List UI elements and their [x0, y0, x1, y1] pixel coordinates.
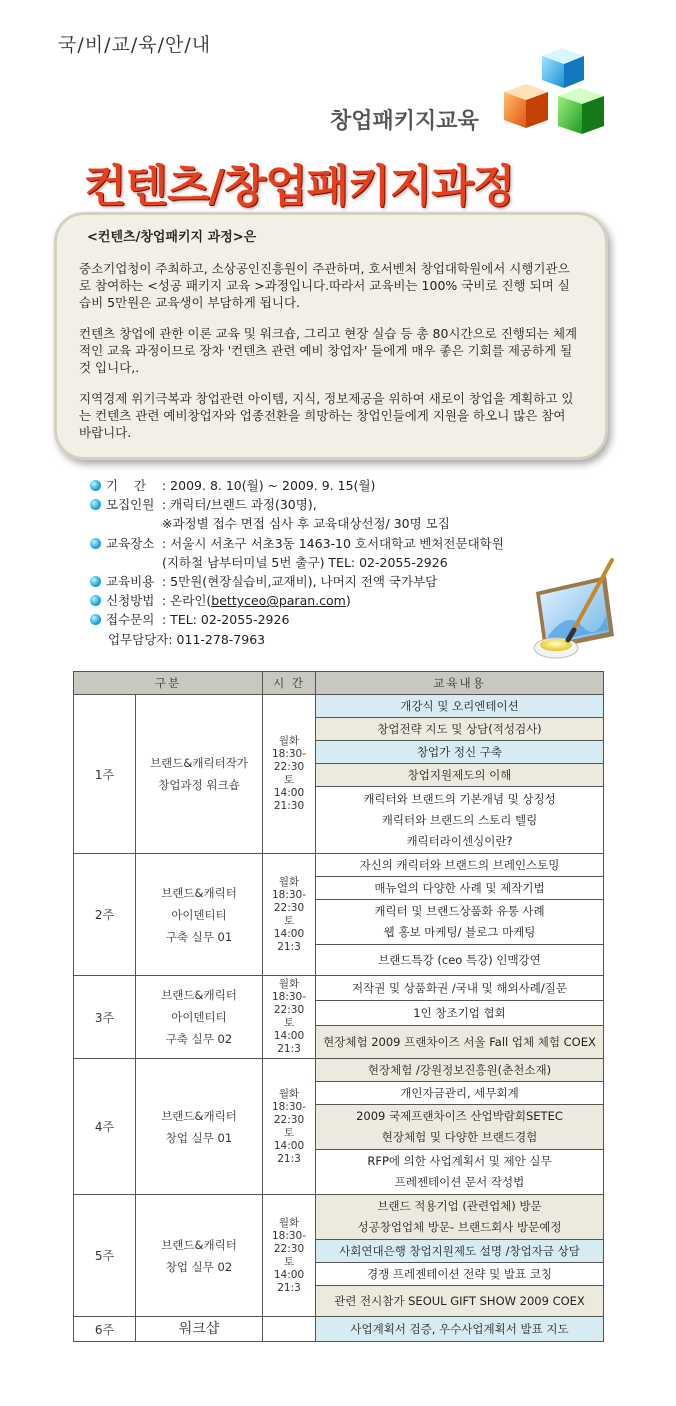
time-cell: [263, 1059, 316, 1195]
contents-cell: [316, 695, 604, 854]
time-line: 21:3: [277, 1281, 301, 1294]
table-row: [74, 1317, 604, 1342]
content-line: 자신의 캐릭터와 브랜드의 브레인스토밍: [359, 857, 560, 872]
content-item: [316, 1026, 603, 1058]
info-label: 신청방법: [106, 593, 155, 609]
intro-title: <컨텐츠/창업패키지 과정>은: [87, 230, 257, 245]
page-title: 컨텐츠/창업패키지과정: [84, 161, 515, 212]
content-text: [367, 1264, 552, 1285]
content-line: 캐릭터와 브랜드의 기본개념 및 상징성: [363, 791, 556, 806]
time-cell: [263, 976, 316, 1059]
topic-line: 브랜드&캐릭터: [161, 1108, 237, 1123]
info-value: ): [345, 593, 351, 609]
content-line: 현장체험 /강원정보진흥원(춘천소재): [367, 1062, 552, 1077]
intro-box: [54, 212, 608, 460]
intro-paragraph-2: 컨텐츠 창업에 관한 이론 교육 및 워크숍, 그리고 현장 실습 등 총 80시간으로 진행되는 체계적인 교육 과정이므로 장차 '컨텐츠 관련 예비 창업자' 들에게 매우 좋은 기회를 제공하게 될 것 입니다,.: [79, 326, 578, 375]
cubes-logo-icon: [500, 48, 612, 140]
info-value: : 2009. 8. 10(월) ~ 2009. 9. 15(월): [162, 478, 376, 493]
info-label: 기 간: [106, 478, 147, 493]
content-text: [358, 1196, 562, 1238]
time-line: 14:00: [273, 1139, 305, 1152]
contents-cell: [316, 1195, 604, 1317]
info-value: : 온라인(: [162, 593, 212, 609]
bullet-icon: [90, 576, 101, 587]
content-item: [316, 787, 603, 853]
topic-cell: [136, 695, 263, 854]
content-text: [374, 878, 544, 899]
content-text: [400, 1083, 518, 1104]
content-line: 사업계획서 검증, 우수사업계획서 발표 지도: [350, 1321, 569, 1336]
info-apply: [90, 591, 504, 610]
topic-line: 브랜드&캐릭터작가: [150, 756, 248, 770]
content-line: 웹 홍보 마케팅/ 블로그 마케팅: [383, 925, 536, 939]
content-text: [339, 1241, 580, 1262]
contents-cell: [316, 976, 604, 1059]
topic-line: 워크샵: [178, 1321, 220, 1337]
time-line: 22:30: [273, 1113, 305, 1126]
time-line: 21:3: [277, 1043, 301, 1055]
info-place-note: (지하철 남부터미널 5번 출구) TEL: 02-2055-2926: [162, 554, 448, 570]
content-line: 현장체험 2009 프랜차이즈 서울 Fall 업체 체험 COEX: [323, 1034, 596, 1049]
content-item: [316, 1286, 603, 1316]
content-item: [316, 1105, 603, 1150]
time-line: 월화: [278, 735, 300, 747]
time-line: 22:30: [273, 1004, 305, 1016]
content-item: [316, 1082, 603, 1105]
topic-line: 브랜드&캐릭터: [161, 885, 237, 900]
table-header-row: [74, 672, 604, 695]
topic-line: 창업과정 워크숍: [158, 778, 240, 792]
week-cell: 3주: [74, 976, 136, 1059]
time-cell: [263, 695, 316, 854]
info-value: : 서울시 서초구 서초3동 1463-10 호서대학교 벤처전문대학원: [162, 535, 504, 551]
time-line: 18:30-: [271, 748, 307, 760]
content-item: [316, 1059, 603, 1082]
info-period: [90, 476, 504, 495]
topic-cell: [136, 1317, 263, 1342]
time-line: 14:00: [273, 927, 305, 940]
time-line: 22:30: [273, 1242, 305, 1255]
content-item: [316, 1317, 603, 1341]
content-item: [316, 764, 603, 787]
topic-line: 구축 실무 02: [165, 1032, 233, 1046]
top-label: 국/비/교/육/안/내: [58, 34, 212, 56]
week-cell: 5주: [74, 1195, 136, 1317]
time-line: 14:00: [273, 1030, 305, 1042]
info-value: : 5만원(현장실습비,교재비), 나머지 전액 국가부담: [162, 574, 438, 590]
time-line: 토: [283, 1017, 295, 1029]
info-manager: 업무담당자: 011-278-7963: [108, 631, 266, 647]
content-line: 관련 전시참가 SEOUL GIFT SHOW 2009 COEX: [334, 1293, 585, 1308]
time-line: 14:00: [273, 787, 305, 799]
content-line: 브랜드특강 (ceo 특강) 인맥강연: [378, 952, 541, 967]
content-line: 개강식 및 오리엔테이션: [400, 698, 519, 713]
info-label: 접수문의: [106, 612, 155, 628]
content-line: 현장체험 및 다양한 브랜드경험: [381, 1130, 538, 1144]
content-text: [360, 855, 560, 876]
content-line: 2009 국제프랜차이즈 산업박람회SETEC: [356, 1109, 563, 1123]
content-item: [316, 976, 603, 1001]
content-text: [408, 765, 512, 786]
time-line: 18:30-: [271, 991, 307, 1003]
topic-cell: [136, 1059, 263, 1195]
time-line: 14:00: [273, 1268, 305, 1281]
time-line: 18:30-: [271, 1100, 307, 1113]
content-line: 사회연대은행 창업지원제도 설명 /창업자금 상담: [339, 1243, 580, 1258]
info-contact: [90, 610, 504, 629]
week-cell: 1주: [74, 695, 136, 854]
info-recruit: [90, 495, 504, 514]
time-line: 21:3: [277, 940, 301, 953]
table-row: [74, 1059, 604, 1195]
contents-cell: [316, 1317, 604, 1342]
header-time: 시 간: [263, 672, 316, 695]
content-item: [316, 945, 603, 975]
content-text: [377, 719, 541, 740]
content-line: 성공창업업체 방문- 브랜드회사 방문예정: [357, 1220, 562, 1234]
content-item: [316, 854, 603, 877]
apply-email-link[interactable]: bettyceo@paran.com: [211, 593, 346, 609]
topic-cell: [136, 1195, 263, 1317]
week-cell: 6주: [74, 1317, 136, 1342]
content-text: [323, 1032, 596, 1053]
content-line: 캐릭터라이센싱이란?: [406, 833, 513, 848]
time-line: 18:30-: [271, 888, 307, 901]
course-subtitle: 창업패키지교육: [330, 109, 479, 134]
time-line: 월화: [278, 1216, 300, 1229]
content-item: [316, 1263, 603, 1286]
bullet-icon: [90, 480, 101, 491]
content-text: [350, 1319, 568, 1340]
schedule-table: [73, 671, 604, 1342]
info-value: : 캐릭터/브랜드 과정(30명),: [162, 497, 317, 513]
topic-line: 브랜드&캐릭터: [161, 988, 237, 1002]
content-text: [368, 1060, 551, 1081]
time-line: 월화: [278, 875, 300, 888]
time-line: 토: [283, 774, 295, 786]
content-text: [356, 1106, 563, 1148]
topic-line: 브랜드&캐릭터: [161, 1237, 237, 1252]
time-cell: [263, 1195, 316, 1317]
content-text: [413, 1003, 505, 1024]
bullet-icon: [90, 538, 101, 549]
info-label: 교육장소: [106, 535, 155, 551]
content-text: [378, 950, 541, 971]
content-text: [363, 789, 555, 852]
content-line: 1인 창조기업 협회: [413, 1005, 506, 1020]
content-text: [374, 901, 544, 943]
intro-paragraph-1: 중소기업청이 주최하고, 소상공인진흥원이 주관하며, 호서벤처 창업대학원에서 시행기관으로 참여하는 <성공 패키지 교육 >과정입니다.따라서 교육비는 100% 국비로 진행 되며 실습비 5만원은 교육생이 부담하게 됩니다.: [79, 261, 570, 310]
content-line: 저작권 및 상품화권 /국내 및 해외사례/질문: [352, 980, 567, 995]
topic-line: 아이덴티티: [171, 907, 227, 922]
topic-cell: [136, 976, 263, 1059]
time-line: 21:30: [273, 800, 305, 812]
time-cell: [263, 854, 316, 976]
table-row: [74, 976, 604, 1059]
intro-paragraph-3: 지역경제 위기극복과 창업관련 아이템, 지식, 정보제공을 위하여 새로이 창업을 계획하고 있는 컨텐츠 관련 예비창업자와 업종전환을 희망하는 창업인들에게 지원을 하오니 많은 참여 바랍니다.: [79, 391, 574, 440]
info-cost: [90, 572, 504, 591]
content-item: [316, 900, 603, 945]
bullet-icon: [90, 614, 101, 625]
topic-line: 구축 실무 01: [165, 929, 233, 944]
time-line: 22:30: [273, 761, 305, 773]
content-line: 창업전략 지도 및 상담(적성검사): [377, 721, 542, 736]
info-label: 교육비용: [106, 574, 155, 590]
content-line: 매뉴얼의 다양한 사례 및 제작기법: [374, 880, 545, 895]
content-text: [352, 978, 567, 999]
content-item: [316, 1240, 603, 1263]
contents-cell: [316, 854, 604, 976]
content-line: 프레젠테이션 문서 작성법: [394, 1175, 525, 1189]
content-line: RFP에 의한 사업계획서 및 제안 실무: [367, 1154, 552, 1168]
content-line: 캐릭터 및 브랜드상품화 유통 사례: [374, 904, 545, 918]
header-contents: 교육내용: [316, 672, 604, 695]
info-place: [90, 534, 504, 553]
content-item: [316, 718, 603, 741]
content-line: 경쟁 프레젠테이션 전략 및 발표 코칭: [367, 1266, 552, 1281]
content-line: 창업가 정신 구축: [416, 744, 503, 759]
time-cell: [263, 1317, 316, 1342]
topic-cell: [136, 854, 263, 976]
content-item: [316, 1195, 603, 1240]
contents-cell: [316, 1059, 604, 1195]
time-line: 토: [283, 1126, 295, 1139]
paint-palette-icon: [522, 556, 622, 666]
topic-line: 아이덴티티: [171, 1010, 227, 1024]
content-line: 캐릭터와 브랜드의 스토리 텔링: [381, 812, 538, 827]
time-line: 22:30: [273, 901, 305, 914]
content-line: 창업지원제도의 이해: [407, 767, 512, 782]
topic-line: 창업 실무 01: [165, 1130, 233, 1145]
bullet-icon: [90, 499, 101, 510]
content-line: 개인자금관리, 세무회계: [400, 1085, 519, 1100]
content-item: [316, 1001, 603, 1026]
table-row: [74, 1195, 604, 1317]
time-line: 월화: [278, 978, 300, 990]
topic-line: 창업 실무 02: [165, 1259, 233, 1274]
content-text: [334, 1291, 585, 1312]
content-line: 브랜드 적용기업 (관련업체) 방문: [377, 1199, 542, 1213]
content-item: [316, 695, 603, 718]
content-text: [367, 1151, 551, 1193]
time-line: 21:3: [277, 1152, 301, 1165]
content-item: [316, 877, 603, 900]
bullet-icon: [90, 595, 101, 606]
info-recruit-note: ※과정별 접수 면접 심사 후 교육대상선정/ 30명 모집: [162, 516, 450, 532]
info-list: [90, 476, 504, 649]
header-category: 구분: [74, 672, 263, 695]
time-line: 토: [283, 1255, 295, 1268]
table-row: [74, 854, 604, 976]
table-row: [74, 695, 604, 854]
time-line: 18:30-: [271, 1229, 307, 1242]
week-cell: 4주: [74, 1059, 136, 1195]
content-item: [316, 741, 603, 764]
content-text: [400, 696, 518, 717]
time-line: 월화: [278, 1087, 300, 1100]
content-item: [316, 1150, 603, 1194]
week-cell: 2주: [74, 854, 136, 976]
time-line: 토: [283, 914, 295, 927]
content-text: [417, 742, 502, 763]
info-label: 모집인원: [106, 497, 155, 513]
info-value: : TEL: 02-2055-2926: [162, 612, 290, 628]
